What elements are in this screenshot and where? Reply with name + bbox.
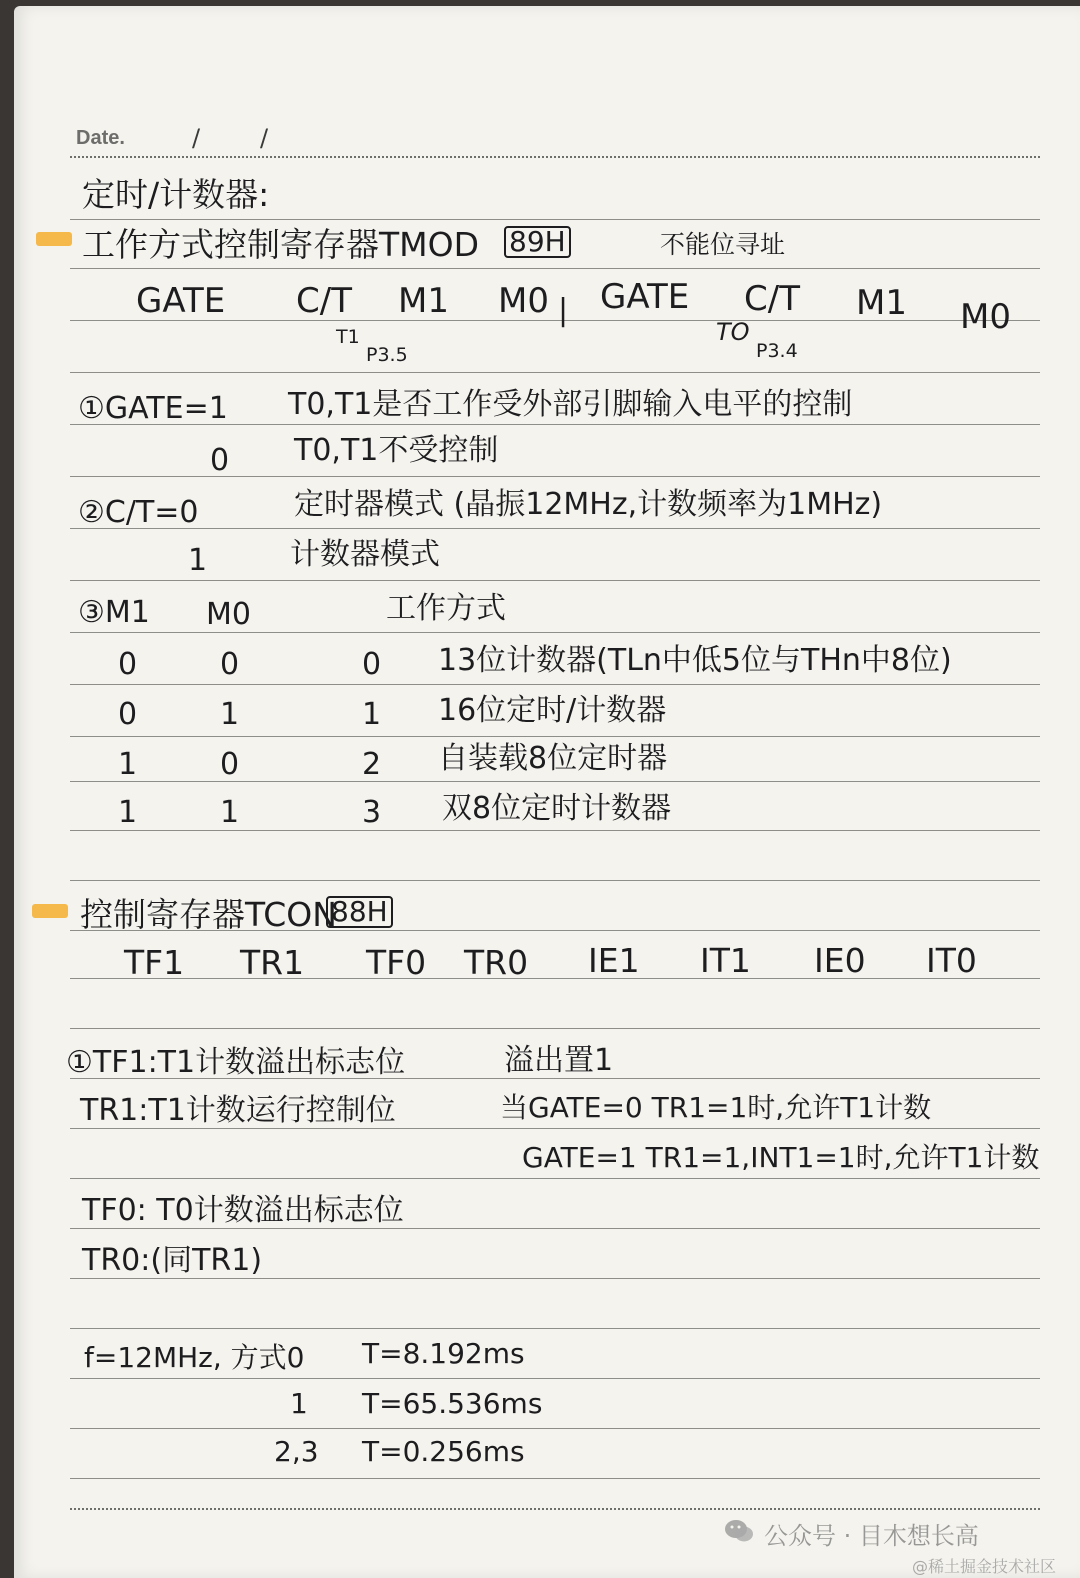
- gate-key: 0: [210, 443, 230, 478]
- tcon-heading: 控制寄存器TCON: [80, 895, 337, 934]
- t0-label: TO: [716, 318, 750, 346]
- mode-desc: 16位定时/计数器: [438, 693, 667, 728]
- timing-value: T=0.256ms: [362, 1435, 525, 1468]
- mode-cell: 1: [220, 795, 240, 830]
- ruled-line: [70, 268, 1040, 269]
- timing-value: T=8.192ms: [362, 1337, 525, 1370]
- highlighter-mark: [36, 232, 72, 246]
- tmod-bit: C/T: [296, 281, 352, 321]
- ruled-line: [70, 1028, 1040, 1029]
- mode-desc: 自装载8位定时器: [438, 741, 668, 776]
- flag-tr1: TR1:T1计数运行控制位: [80, 1093, 396, 1128]
- ruled-line: [70, 1278, 1040, 1279]
- ct-key: 1: [188, 543, 208, 578]
- gate-key: ①GATE=1: [78, 391, 228, 426]
- tmod-bit: C/T: [744, 279, 800, 319]
- mode-desc: 双8位定时计数器: [442, 791, 672, 826]
- mode-cell: 1: [362, 697, 382, 732]
- notebook-page: [14, 6, 1080, 1578]
- timing-key: 1: [290, 1387, 308, 1420]
- ruled-line: [70, 1508, 1040, 1510]
- mode-header: M0: [206, 597, 251, 632]
- mode-cell: 0: [362, 647, 382, 682]
- tmod-heading: 工作方式控制寄存器TMOD: [82, 225, 480, 264]
- ruled-line: [70, 1478, 1040, 1479]
- tmod-bit: M0: [498, 281, 549, 321]
- timing-value: T=65.536ms: [362, 1387, 543, 1420]
- mode-cell: 3: [362, 795, 382, 830]
- timing-lead: f=12MHz, 方式0: [84, 1341, 305, 1374]
- flag-tf1-note: 溢出置1: [504, 1043, 614, 1078]
- tcon-bit: TF0: [366, 943, 427, 982]
- flag-tr0: TR0:(同TR1): [82, 1243, 263, 1278]
- ruled-line: [70, 880, 1040, 881]
- mode-cell: 1: [118, 795, 138, 830]
- tmod-bit: M1: [398, 281, 449, 321]
- tcon-bit: IT1: [700, 941, 751, 980]
- date-slash: /: [192, 124, 201, 152]
- ruled-line: [70, 219, 1040, 220]
- tcon-bit: IE0: [814, 941, 866, 980]
- ruled-line: [70, 528, 1040, 529]
- ruled-line: [70, 1228, 1040, 1229]
- ruled-line: [70, 1128, 1040, 1129]
- date-label: Date.: [76, 127, 125, 149]
- ct-text: 定时器模式 (晶振12MHz,计数频率为1MHz): [294, 487, 883, 522]
- tmod-bit: M0: [960, 297, 1011, 337]
- flag-tf0: TF0: T0计数溢出标志位: [82, 1193, 404, 1228]
- ct-key: ②C/T=0: [78, 495, 199, 530]
- tcon-bit: TR1: [240, 943, 305, 982]
- ruled-line: [70, 1328, 1040, 1329]
- watermark-sub: @稀土掘金技术社区: [912, 1557, 1057, 1576]
- ruled-line: [70, 580, 1040, 581]
- tcon-address: 88H: [326, 896, 393, 928]
- mode-cell: 0: [220, 747, 240, 782]
- pin-label-p35: P3.5: [366, 344, 408, 366]
- tcon-bit: IE1: [588, 941, 640, 980]
- mode-header: ③M1: [78, 595, 150, 630]
- ruled-line: [70, 156, 1040, 158]
- tmod-divider: |: [558, 293, 569, 328]
- highlighter-mark: [32, 904, 68, 918]
- timing-key: 2,3: [274, 1435, 319, 1468]
- mode-cell: 0: [118, 697, 138, 732]
- wechat-icon: [724, 1518, 754, 1544]
- tmod-bit: GATE: [600, 277, 690, 317]
- ruled-line: [70, 632, 1040, 633]
- flag-tf1: ①TF1:T1计数溢出标志位: [66, 1045, 406, 1080]
- ruled-line: [70, 781, 1040, 782]
- flag-tr1-cond: 当GATE=0 TR1=1时,允许T1计数: [500, 1091, 932, 1124]
- gate-text: T0,T1不受控制: [294, 433, 499, 468]
- flag-tr1-cond: GATE=1 TR1=1,INT1=1时,允许T1计数: [522, 1141, 1040, 1174]
- mode-desc: 13位计数器(TLn中低5位与THn中8位): [438, 643, 952, 678]
- mode-cell: 1: [118, 747, 138, 782]
- ruled-line: [70, 1178, 1040, 1179]
- watermark-main: 公众号 · 目木想长高: [764, 1522, 979, 1550]
- mode-cell: 0: [220, 647, 240, 682]
- tcon-bit: TF1: [124, 943, 185, 982]
- ruled-line: [70, 978, 1040, 979]
- ruled-line: [70, 1378, 1040, 1379]
- date-slash: /: [260, 124, 269, 152]
- tmod-address: 89H: [504, 226, 571, 258]
- tmod-note: 不能位寻址: [660, 230, 786, 259]
- tcon-bit: IT0: [926, 941, 977, 980]
- ruled-line: [70, 736, 1040, 737]
- tmod-bit: M1: [856, 283, 907, 323]
- mode-header: 工作方式: [386, 591, 506, 626]
- page-title: 定时/计数器:: [82, 175, 270, 214]
- mode-cell: 1: [220, 697, 240, 732]
- tcon-bit: TR0: [464, 943, 529, 982]
- ruled-line: [70, 372, 1040, 373]
- pin-label-p34: P3.4: [756, 340, 798, 362]
- mode-cell: 0: [118, 647, 138, 682]
- gate-text: T0,T1是否工作受外部引脚输入电平的控制: [288, 387, 853, 422]
- tmod-bit: GATE: [136, 281, 226, 321]
- ct-text: 计数器模式: [290, 537, 440, 572]
- ruled-line: [70, 830, 1040, 831]
- ruled-line: [70, 1428, 1040, 1429]
- ruled-line: [70, 684, 1040, 685]
- t1-label: T1: [336, 326, 360, 348]
- mode-cell: 2: [362, 747, 382, 782]
